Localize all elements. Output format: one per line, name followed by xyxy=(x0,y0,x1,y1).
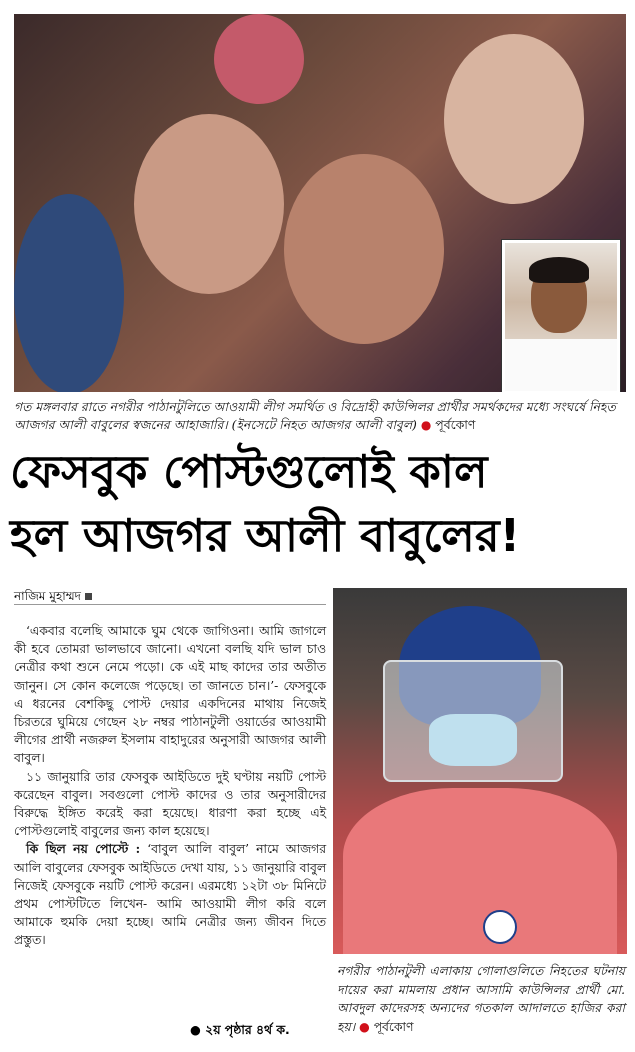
mourner-figure xyxy=(214,14,304,104)
court-photo-caption xyxy=(337,962,625,1036)
shirt-shape xyxy=(343,788,617,954)
red-bullet-icon: ● xyxy=(359,1019,370,1034)
red-bullet-icon: ● xyxy=(420,418,432,432)
top-photo-caption xyxy=(14,398,626,434)
mask-shape xyxy=(429,714,517,766)
top-news-photo xyxy=(14,14,626,392)
headline-line-2: হল আজগর আলী বাবুলের! xyxy=(10,509,521,562)
article-body xyxy=(14,622,326,950)
inset-portrait xyxy=(502,240,620,392)
court-photo xyxy=(333,588,627,954)
right-caption-credit: পূর্বকোণ xyxy=(373,1019,414,1034)
sub-heading: কি ছিল নয় পোস্টে : xyxy=(26,841,141,857)
top-caption-credit: ● পূর্বকোণ xyxy=(420,417,476,432)
headline xyxy=(10,440,625,568)
mourner-figure xyxy=(444,34,584,204)
article-paragraph: ‘একবার বলেছি আমাকে ঘুম থেকে জাগিওনা। আমি জাগলে কী হবে তোমরা ভালভাবে জানো। এখনো বলছি যদি ভাল চাও নেত্রীর কথা শুনে নেমে পড়ো। কে এই মাছ কাদের তার অতীত জানুন। সে কোন কলেজে পড়েছে। তা জানতে চান।’- ফেসবুকে এ ধরনের বেশকিছু পোস্ট দেয়ার একদিনের মাথায় নিজেই চিরতরে ঘুমিয়ে গেছেন ২৮ নম্বর পাঠানটুলী ওয়ার্ডের আওয়ামী লীগের প্রার্থী নজরুল ইসলাম বাহাদুরের অনুসারী আজগর আলী বাবুল। xyxy=(14,624,326,766)
badge-shape xyxy=(483,910,517,944)
mourner-figure xyxy=(284,154,444,344)
author-name: নাজিম মুহাম্মদ xyxy=(14,589,81,603)
mourner-figure xyxy=(14,194,124,392)
byline-divider xyxy=(14,604,326,605)
square-bullet-icon xyxy=(85,593,92,600)
article-paragraph-text: ‘বাবুল আলি বাবুল’ নামে আজগর আলি বাবুলের ফেসবুক আইডিতে দেখা যায়, ১১ জানুয়ারি বাবুল নিজেই ফেসবুকে নয়টি পোস্ট করেন। এরমধ্যে ১২টা ৩৮ মিনিটে প্রথম পোস্টটিতে লিখেন- আমি আওয়ামী লীগ করি বলে আমাকে হুমকি দেয়া হচ্ছে। আমি নেত্রীর জন্য জীবন দিতে প্রস্তুত। xyxy=(14,842,326,948)
top-caption-text: গত মঙ্গলবার রাতে নগরীর পাঠানটুলিতে আওয়ামী লীগ সমর্থিত ও বিদ্রোহী কাউন্সিলর প্রার্থীর সমর্থকদের মধ্যে সংঘর্ষে নিহত আজগর আলী বাবুলের স্বজনের আহাজারি। (ইনসেটে নিহত আজগর আলী বাবুল) xyxy=(14,399,616,432)
headline-line-1: ফেসবুক পোস্টগুলোই কাল xyxy=(10,445,488,498)
article-paragraph xyxy=(14,840,326,949)
byline xyxy=(14,588,92,608)
mourner-figure xyxy=(134,114,284,294)
article-paragraph: ১১ জানুয়ারি তার ফেসবুক আইডিতে দুই ঘণ্টায় নয়টি পোস্ট করেছেন বাবুল। সবগুলো পোস্ট কাদের ও তার অনুসারীদের বিরুদ্ধে ইঙ্গিত করেই করা হয়েছে। ধারণা করা হচ্ছে এই পোস্টগুলোই বাবুলের জন্য কাল হয়েছে। xyxy=(14,769,326,839)
right-caption-text: নগরীর পাঠানটুলী এলাকায় গোলাগুলিতে নিহতের ঘটনায় দায়ের করা মামলায় প্রধান আসামি কাউন্সিলর প্রার্থী মো. আবদুল কাদেরসহ অন্যদের গতকাল আদালতে হাজির করা হয়। xyxy=(337,964,625,1034)
continued-note: ● ২য় পৃষ্ঠার ৪র্থ ক. xyxy=(190,1022,290,1037)
